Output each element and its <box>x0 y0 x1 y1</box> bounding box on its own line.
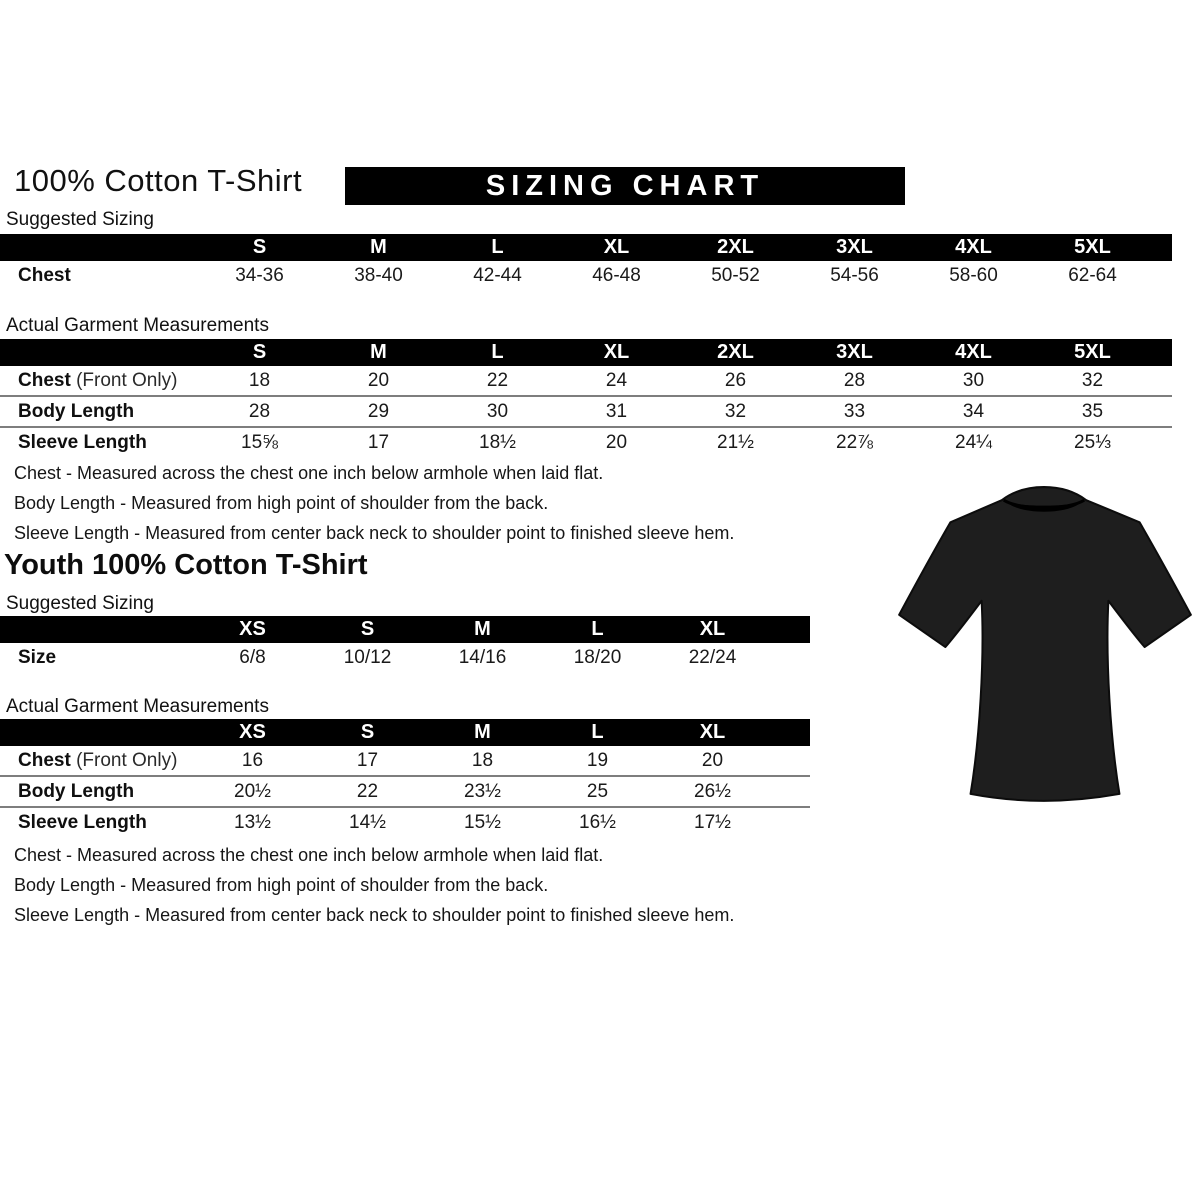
value-cell: 30 <box>486 400 509 422</box>
table-row <box>0 643 810 672</box>
value-cell: 29 <box>367 400 390 422</box>
value-cell: 58-60 <box>949 264 998 286</box>
sizing-chart-banner <box>345 167 905 205</box>
value-cell: 32 <box>1081 369 1104 391</box>
table-row <box>0 746 810 775</box>
value-cell: 23½ <box>464 780 501 802</box>
row-label <box>0 265 200 287</box>
table-header-row <box>0 616 810 643</box>
tshirt-photo <box>893 476 1195 808</box>
youth-measurement-notes <box>14 840 734 930</box>
row-label-text: Sleeve Length <box>18 811 147 833</box>
value-cell: 26½ <box>694 780 731 802</box>
row-label-text: Body Length <box>18 780 135 802</box>
value-cell: 34-36 <box>235 264 284 286</box>
table-row <box>0 775 810 806</box>
value-cell: 42-44 <box>473 264 522 286</box>
value-cell: 34 <box>962 400 985 422</box>
row-label-text: Body Length <box>18 400 135 422</box>
row-label-text: Size <box>18 646 57 668</box>
value-cell: 26 <box>724 369 747 391</box>
value-cell: 28 <box>248 400 271 422</box>
adult-suggested-sizing-label: Suggested Sizing <box>6 209 154 230</box>
value-cell: 54-56 <box>830 264 879 286</box>
value-cell: 25⅓ <box>1074 431 1111 453</box>
value-cell: 62-64 <box>1068 264 1117 286</box>
value-cell: 18/20 <box>573 646 622 668</box>
value-cell: 16½ <box>579 811 616 833</box>
column-header: M <box>474 618 491 640</box>
note-line: Chest - Measured across the chest one inch below armhole when laid flat. <box>14 845 604 865</box>
column-header: S <box>360 618 375 640</box>
value-cell: 18 <box>248 369 271 391</box>
sizing-chart-banner-text: SIZING CHART <box>485 169 765 202</box>
column-header: 2XL <box>717 341 754 363</box>
value-cell: 24¼ <box>955 431 992 453</box>
row-label-note: (Front Only) <box>70 749 178 771</box>
column-header: 5XL <box>1074 236 1111 258</box>
column-header: L <box>591 721 604 743</box>
row-label-note: (Front Only) <box>70 369 178 391</box>
value-cell: 17 <box>367 431 390 453</box>
row-label <box>0 432 200 454</box>
column-header: L <box>491 236 504 258</box>
tshirt-body <box>899 487 1191 801</box>
note-line: Body Length - Measured from high point of shoulder from the back. <box>14 493 549 513</box>
value-cell: 14/16 <box>458 646 507 668</box>
row-label <box>0 781 195 803</box>
row-label-text: Chest <box>18 749 71 771</box>
column-header: XL <box>699 618 726 640</box>
column-header: S <box>252 341 267 363</box>
value-cell: 16 <box>241 749 264 771</box>
value-cell: 24 <box>605 369 628 391</box>
column-header: 4XL <box>955 341 992 363</box>
value-cell: 25 <box>586 780 609 802</box>
value-cell: 30 <box>962 369 985 391</box>
table-row <box>0 395 1172 426</box>
value-cell: 22⅞ <box>836 431 873 453</box>
youth-actual-measurements-table <box>0 719 810 837</box>
table-header-row <box>0 719 810 746</box>
note-line: Sleeve Length - Measured from center back neck to shoulder point to finished sleeve hem. <box>14 523 735 543</box>
row-label <box>0 750 195 772</box>
value-cell: 32 <box>724 400 747 422</box>
youth-page-title: Youth 100% Cotton T-Shirt <box>4 549 368 581</box>
table-header-row <box>0 339 1172 366</box>
column-header: L <box>491 341 504 363</box>
row-label <box>0 401 200 423</box>
value-cell: 14½ <box>349 811 386 833</box>
table-row <box>0 261 1172 290</box>
table-row <box>0 366 1172 395</box>
column-header: 3XL <box>836 341 873 363</box>
column-header: XS <box>239 721 266 743</box>
value-cell: 50-52 <box>711 264 760 286</box>
value-cell: 33 <box>843 400 866 422</box>
row-label-text: Sleeve Length <box>18 431 147 453</box>
table-row <box>0 806 810 837</box>
row-label-text: Chest <box>18 264 71 286</box>
row-label <box>0 812 195 834</box>
value-cell: 17 <box>356 749 379 771</box>
value-cell: 19 <box>586 749 609 771</box>
table-header-row <box>0 234 1172 261</box>
youth-actual-measurements-label: Actual Garment Measurements <box>6 696 269 717</box>
column-header: 3XL <box>836 236 873 258</box>
note-line: Chest - Measured across the chest one inch below armhole when laid flat. <box>14 463 604 483</box>
column-header: XL <box>699 721 726 743</box>
value-cell: 35 <box>1081 400 1104 422</box>
value-cell: 20 <box>367 369 390 391</box>
note-line: Body Length - Measured from high point of shoulder from the back. <box>14 875 549 895</box>
column-header: XL <box>603 236 630 258</box>
table-row <box>0 426 1172 457</box>
note-line: Sleeve Length - Measured from center back neck to shoulder point to finished sleeve hem. <box>14 905 735 925</box>
column-header: 5XL <box>1074 341 1111 363</box>
youth-suggested-sizing-label: Suggested Sizing <box>6 593 154 614</box>
column-header: M <box>370 236 387 258</box>
value-cell: 46-48 <box>592 264 641 286</box>
page-title: 100% Cotton T-Shirt <box>14 163 303 198</box>
column-header: L <box>591 618 604 640</box>
column-header: M <box>370 341 387 363</box>
row-label <box>0 647 195 669</box>
youth-suggested-sizing-table <box>0 616 810 672</box>
column-header: M <box>474 721 491 743</box>
column-header: S <box>252 236 267 258</box>
value-cell: 15⅝ <box>241 431 278 453</box>
value-cell: 13½ <box>234 811 271 833</box>
value-cell: 18½ <box>479 431 516 453</box>
value-cell: 28 <box>843 369 866 391</box>
column-header: 4XL <box>955 236 992 258</box>
value-cell: 22/24 <box>688 646 737 668</box>
value-cell: 20½ <box>234 780 271 802</box>
row-label <box>0 370 200 392</box>
value-cell: 22 <box>356 780 379 802</box>
value-cell: 31 <box>605 400 628 422</box>
value-cell: 17½ <box>694 811 731 833</box>
value-cell: 10/12 <box>343 646 392 668</box>
column-header: S <box>360 721 375 743</box>
adult-actual-measurements-label: Actual Garment Measurements <box>6 315 269 336</box>
adult-measurement-notes <box>14 458 734 548</box>
adult-suggested-sizing-table <box>0 234 1172 290</box>
row-label-text: Chest <box>18 369 71 391</box>
value-cell: 6/8 <box>239 646 266 668</box>
column-header: 2XL <box>717 236 754 258</box>
adult-actual-measurements-table <box>0 339 1172 457</box>
value-cell: 20 <box>701 749 724 771</box>
value-cell: 15½ <box>464 811 501 833</box>
column-header: XS <box>239 618 266 640</box>
value-cell: 22 <box>486 369 509 391</box>
value-cell: 20 <box>605 431 628 453</box>
column-header: XL <box>603 341 630 363</box>
value-cell: 21½ <box>717 431 754 453</box>
value-cell: 18 <box>471 749 494 771</box>
value-cell: 38-40 <box>354 264 403 286</box>
